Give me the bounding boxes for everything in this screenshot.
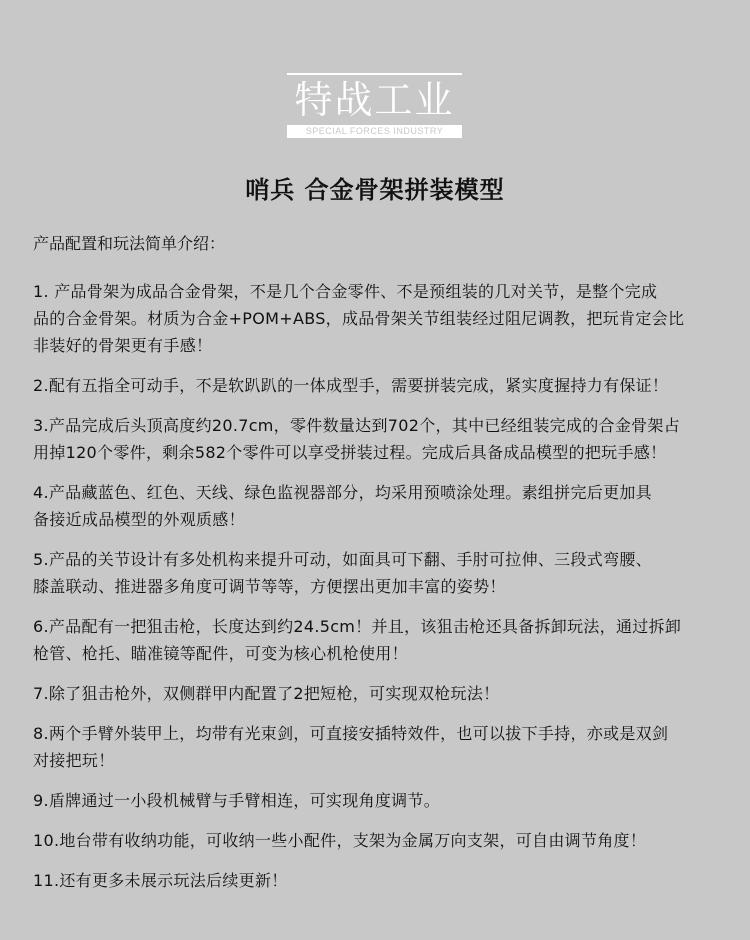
feature-item: 11.还有更多未展示玩法后续更新！	[33, 871, 288, 890]
feature-item: 2.配有五指全可动手，不是软趴趴的一体成型手，需要拼装完成，紧实度握持力有保证！	[33, 376, 669, 395]
feature-item: 3.产品完成后头顶高度约20.7cm，零件数量达到702个，其中已经组装完成的合金骨架占 用掉120个零件，剩余582个零件可以享受拼装过程。完成后具备成品模型的把玩手感！	[33, 416, 681, 462]
feature-item: 1. 产品骨架为成品合金骨架，不是几个合金零件、不是预组装的几对关节，是整个完成 品的合金骨架。材质为合金+POM+ABS，成品骨架关节组装经过阻尼调教，把玩肯定会比 非装好的骨架更有手感！	[33, 282, 685, 355]
brand-subtitle: SPECIAL FORCES INDUSTRY	[287, 125, 462, 138]
feature-item: 10.地台带有收纳功能，可收纳一些小配件，支架为金属万向支架，可自由调节角度！	[33, 831, 647, 850]
brand-top-rule	[287, 73, 462, 75]
feature-item: 5.产品的关节设计有多处机构来提升可动，如面具可下翻、手肘可拉伸、三段式弯腰、 膝盖联动、推进器多角度可调节等等，方便摆出更加丰富的姿势！	[33, 550, 652, 596]
feature-item: 8.两个手臂外装甲上，均带有光束剑，可直接安插特效件，也可以拔下手持，亦或是双剑 对接把玩！	[33, 724, 669, 770]
intro-heading: 产品配置和玩法简单介绍：	[33, 234, 226, 253]
product-title: 哨兵 合金骨架拼装模型	[245, 176, 505, 204]
feature-item: 7.除了狙击枪外，双侧群甲内配置了2把短枪，可实现双枪玩法！	[33, 684, 500, 703]
feature-item: 9.盾牌通过一小段机械臂与手臂相连，可实现角度调节。	[33, 791, 441, 810]
brand-name: 特战工业	[294, 78, 455, 122]
feature-item: 6.产品配有一把狙击枪，长度达到约24.5cm！并且，该狙击枪还具备拆卸玩法，通过拆卸 枪管、枪托、瞄准镜等配件，可变为核心机枪使用！	[33, 617, 682, 663]
feature-item: 4.产品藏蓝色、红色、天线、绿色监视器部分，均采用预喷涂处理。素组拼完后更加具 备接近成品模型的外观质感！	[33, 483, 652, 529]
brand-logo	[287, 73, 462, 138]
feature-list	[33, 265, 723, 894]
